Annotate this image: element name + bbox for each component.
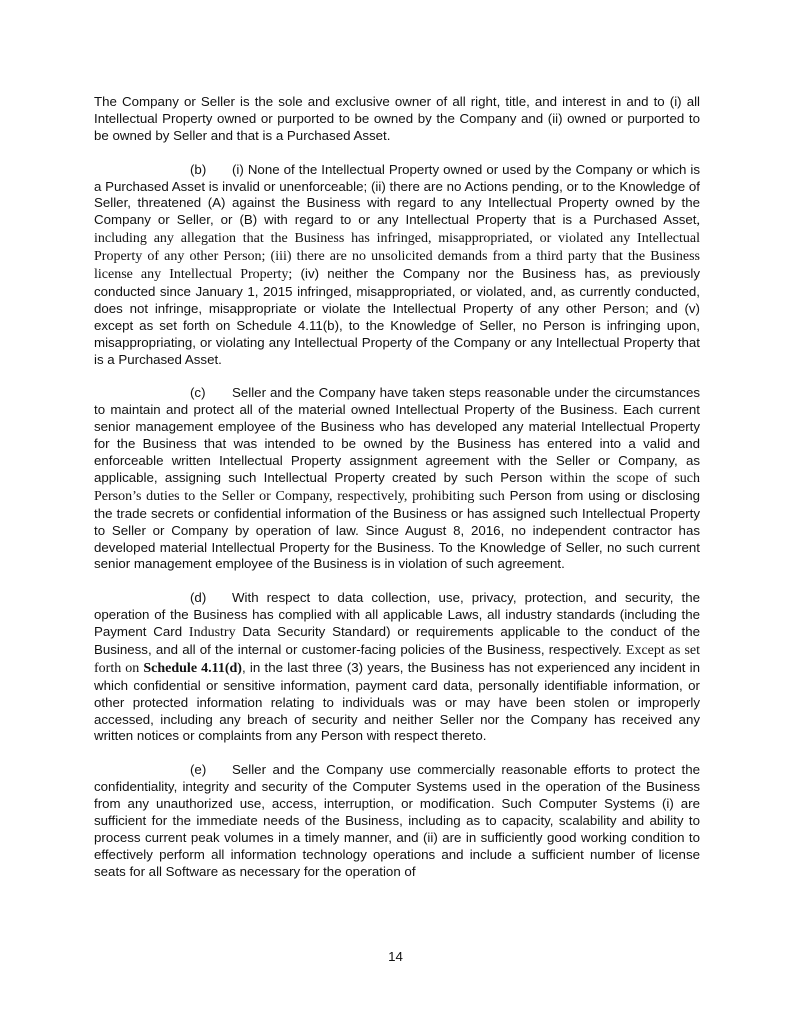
paragraph-d-text-3: Data Security Standard) or requirements applicable to the conduct of the Business, and all of the internal or customer-facing policies of the Business, respectively. [94, 624, 700, 657]
clause-marker-e: (e) [190, 762, 207, 778]
clause-marker-b: (b) [190, 161, 207, 177]
paragraph-e [94, 762, 700, 880]
page-number: 14 [388, 949, 403, 964]
paragraph-d-text-1: With respect to data collection, use, privacy, protection, and security, the operation of the Business has complied with all applicable Laws, all industry standards (including the Payment Card [94, 590, 700, 640]
paragraph-b-text-3: (iv) neither the Company nor the Business has, as previously conducted since January 1, 2015 infringed, misappropriated, or violated, and, as currently conducted, does not infringe, misappropriate or violate the Intellectual Property of any other Person; and (v) except as set forth on Schedule 4.11(b), to the Knowledge of Seller, no Person is infringing upon, misappropriating, or violating any Intellectual Property of the Company or any Intellectual Property that is a Purchased Asset. [94, 266, 700, 367]
paragraph-e-text-1: Seller and the Company use commercially reasonable efforts to protect the confidentiality, integrity and security of the Computer Systems used in the operation of the Business from any unauthorized use, access, interruption, or modification. Such Computer Systems (i) are sufficient for the immediate needs of the Business, including as to capacity, scalability and ability to process current peak volumes in a timely manner, and (ii) are in sufficiently good working condition to effectively perform all information technology operations and include a sufficient number of license seats for all Software as necessary for the operation of [94, 762, 700, 879]
clause-marker-c: (c) [190, 385, 206, 401]
paragraph-c-text-1: Seller and the Company have taken steps reasonable under the circumstances to maintain and protect all of the material owned Intellectual Property of the Business. Each current senior management employee of the Business who has developed any material Intellectual Property for the Business that was intended to be owned by the Business has entered into a valid and enforceable written Intellectual Property assignment agreement with the Seller or Company, as applicable, assigning such Intellectual Property created by such Person [94, 385, 700, 485]
clause-marker-d: (d) [190, 590, 207, 606]
paragraph-b [94, 162, 700, 369]
paragraph-d-text-2: Industry [188, 625, 236, 641]
paragraph-b-text-1: (i) None of the Intellectual Property owned or used by the Company or which is a Purchased Asset is invalid or unenforceable; (ii) there are no Actions pending, or to the Knowledge of Seller, threatened (A) against the Business with regard to any Intellectual Property owned by the Company or Seller, or (B) with regard to or any Intellectual Property that is a Purchased Asset [94, 161, 700, 228]
paragraph-d-text-5: , in the last three (3) years, the Business has not experienced any incident in which confidential or sensitive information, payment card data, personally identifiable information, or other protected information relating to individuals was or may have been stolen or improperly accessed, including any breach of security and neither Seller nor the Company has received any written notices or complaints from any Person with respect thereto. [94, 659, 701, 744]
paragraph-c [94, 385, 700, 573]
paragraph-c-text-2: within the scope of such Person’s duties to the Seller or Company, respectively, prohibiting such [94, 470, 700, 504]
document-page [94, 94, 700, 898]
schedule-reference: Schedule 4.11(d) [143, 660, 242, 676]
paragraph-d [94, 590, 700, 745]
paragraph-b-text-2: , including any allegation that the Business has infringed, misappropriated, or violated any Intellectual Property of any other Person; (iii) there are no unsolicited demands from a third party that the Business license any Intellectual Property; [94, 213, 700, 283]
paragraph-d-text-4: Except as set forth on [94, 642, 700, 676]
paragraph-c-text-3: Person from using or disclosing the trade secrets or confidential information of the Business or has assigned such Intellectual Property to Seller or Company by operation of law. Since August 8, 2016, no independent contractor has developed material Intellectual Property for the Business. To the Knowledge of Seller, no such current senior management employee of the Business is in violation of such agreement. [94, 487, 700, 572]
paragraph-intro: The Company or Seller is the sole and exclusive owner of all right, title, and interest in and to (i) all Intellectual Property owned or purported to be owned by the Company and (ii) owned or purported to be owned by Seller and that is a Purchased Asset. [94, 94, 700, 143]
